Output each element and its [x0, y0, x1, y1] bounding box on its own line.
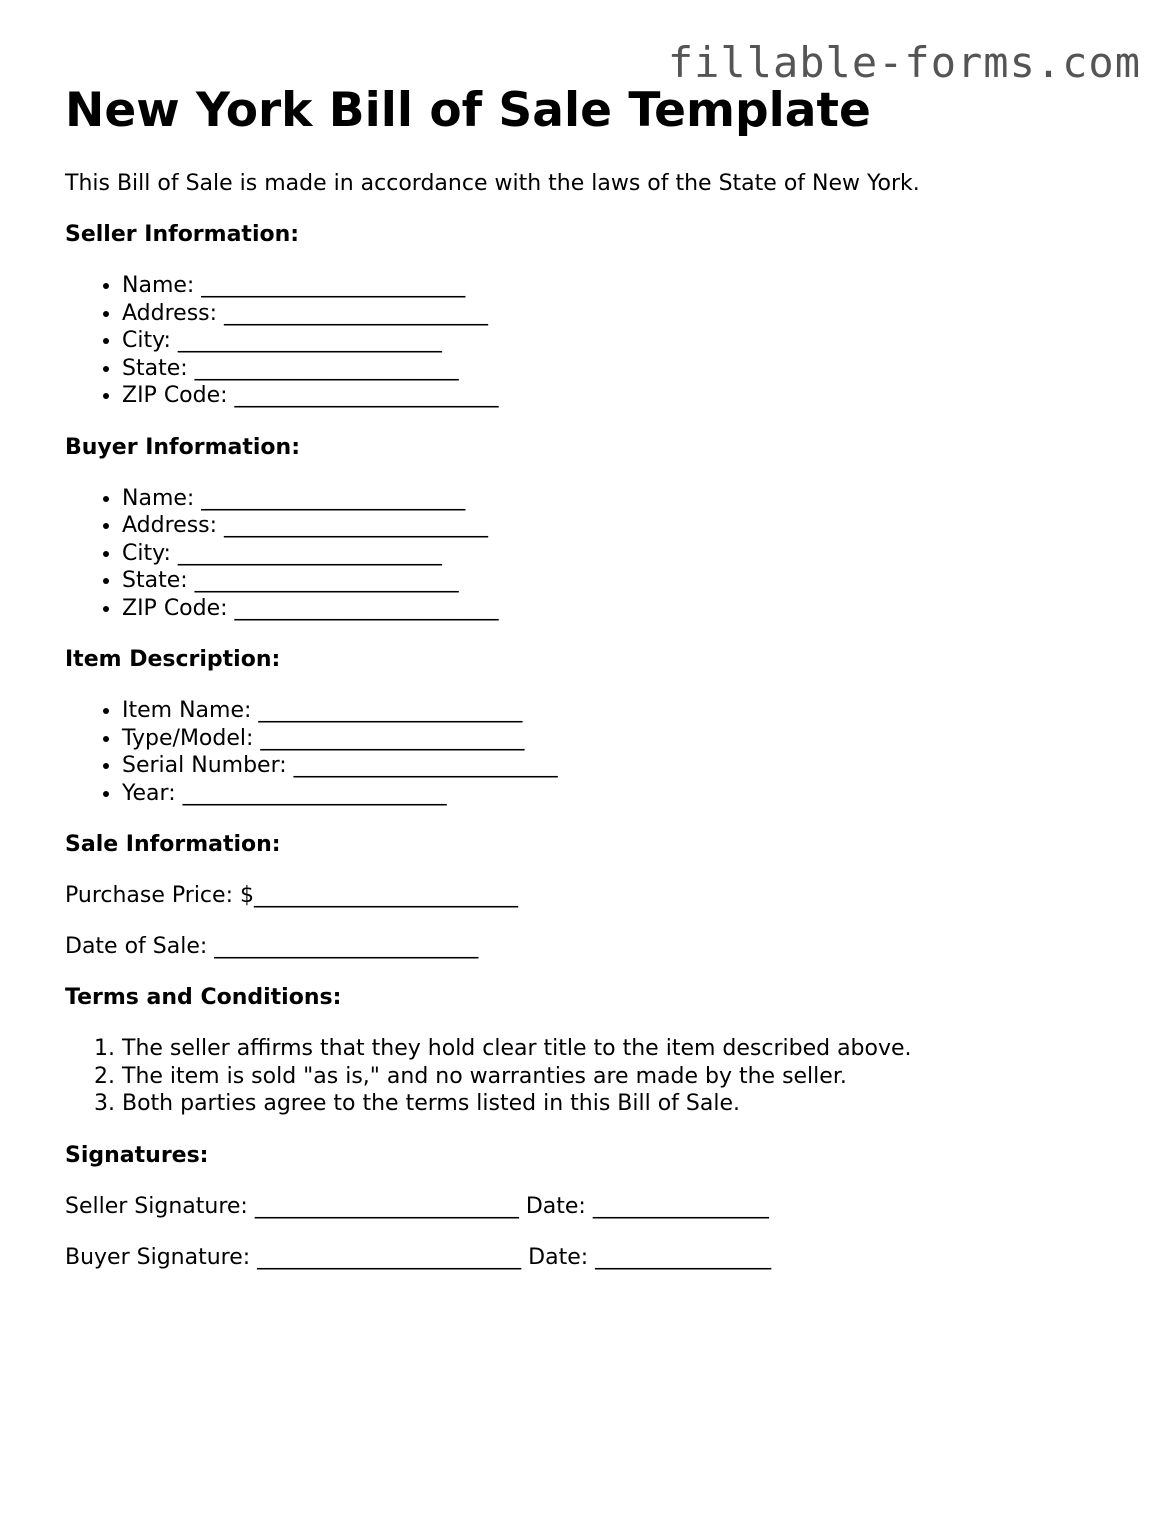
buyer-heading: Buyer Information:	[65, 434, 300, 460]
page-title: New York Bill of Sale Template	[65, 83, 871, 138]
seller-state-field[interactable]: • State: ________________________	[122, 355, 1125, 383]
buyer-city-field[interactable]: • City: ________________________	[122, 540, 1125, 568]
buyer-zip-field[interactable]: • ZIP Code: ________________________	[122, 595, 1125, 623]
term-item: 1. The seller affirms that they hold clear title to the item described above.	[122, 1035, 1125, 1063]
item-model-field[interactable]: • Type/Model: ________________________	[122, 725, 1125, 753]
terms-list	[65, 1035, 1125, 1118]
buyer-address-field[interactable]: • Address: ________________________	[122, 512, 1125, 540]
seller-name-field[interactable]: • Name: ________________________	[122, 272, 1125, 300]
signatures-heading: Signatures:	[65, 1142, 209, 1168]
purchase-price-field[interactable]: Purchase Price: $________________________	[65, 883, 518, 908]
sale-heading: Sale Information:	[65, 832, 281, 857]
item-fields	[65, 697, 1125, 807]
item-name-field[interactable]: • Item Name: ________________________	[122, 697, 1125, 725]
item-serial-field[interactable]: • Serial Number: ________________________	[122, 752, 1125, 780]
document-page	[65, 84, 1125, 1271]
buyer-name-field[interactable]: • Name: ________________________	[122, 485, 1125, 513]
intro-text: This Bill of Sale is made in accordance with the laws of the State of New York.	[65, 171, 920, 196]
seller-city-field[interactable]: • City: ________________________	[122, 327, 1125, 355]
seller-fields	[65, 272, 1125, 410]
seller-address-field[interactable]: • Address: ________________________	[122, 300, 1125, 328]
term-item: 2. The item is sold "as is," and no warranties are made by the seller.	[122, 1063, 1125, 1091]
buyer-fields	[65, 485, 1125, 623]
date-of-sale-field[interactable]: Date of Sale: ________________________	[65, 934, 479, 959]
buyer-signature-line[interactable]: Buyer Signature: ________________________ Date: ________________	[65, 1244, 772, 1270]
buyer-state-field[interactable]: • State: ________________________	[122, 567, 1125, 595]
seller-heading: Seller Information:	[65, 222, 300, 247]
term-item: 3. Both parties agree to the terms listed in this Bill of Sale.	[122, 1090, 1125, 1118]
item-heading: Item Description:	[65, 647, 281, 672]
watermark: fillable-forms.com	[667, 38, 1141, 87]
seller-zip-field[interactable]: • ZIP Code: ________________________	[122, 382, 1125, 410]
seller-signature-line[interactable]: Seller Signature: ________________________ Date: ________________	[65, 1193, 769, 1219]
item-year-field[interactable]: • Year: ________________________	[122, 780, 1125, 808]
terms-heading: Terms and Conditions:	[65, 985, 342, 1010]
